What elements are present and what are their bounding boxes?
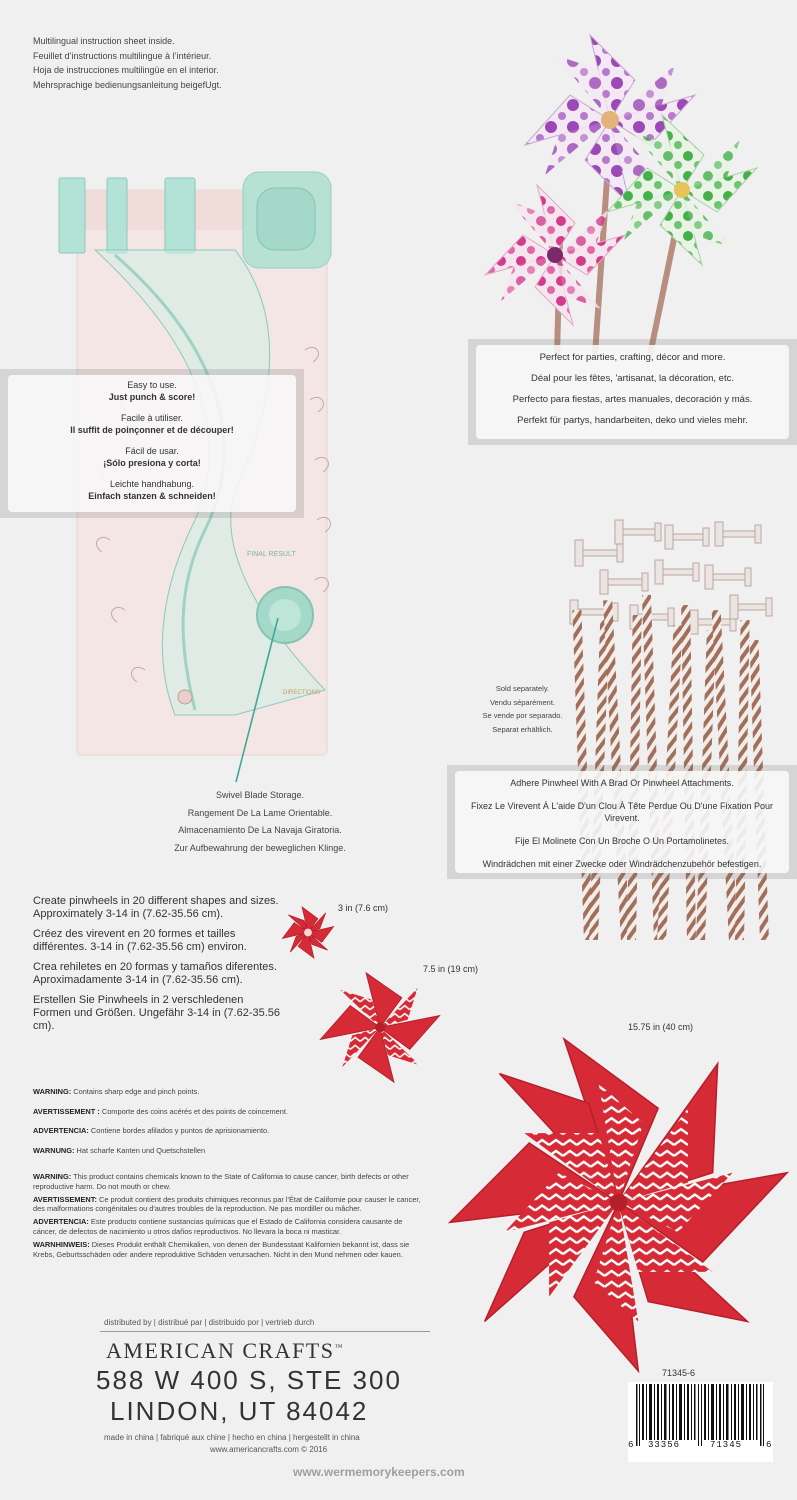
- polka-dot-pinwheels-image: [460, 25, 780, 355]
- warning-text: Hat scharfe Kanten und Quetschstellen: [76, 1145, 206, 1155]
- easy-line-bold: ¡Sólo presiona y corta!: [103, 458, 201, 468]
- easy-line-bold: Il suffit de poinçonner et de découper!: [70, 425, 234, 435]
- warnings-block: [33, 1082, 373, 1160]
- website-copyright: www.americancrafts.com © 2016: [210, 1445, 328, 1454]
- warning-label: AVERTISSEMENT:: [33, 1194, 97, 1204]
- warning-text: This product contains chemicals known to the State of California to cause cancer, birth defects or other reproductive harm. Do not mouth or chew.: [33, 1172, 409, 1191]
- blade-line: Zur Aufbewahrung der beweglichen Klinge.: [174, 842, 346, 853]
- footer-url: www.wermemorykeepers.com: [293, 1465, 465, 1479]
- barcode-bars: [628, 1382, 773, 1448]
- create-line: Erstellen Sie Pinwheels in 2 verschledenen Formen und Größen. Ungefähr 3-14 in (7.62-35.56 cm).: [33, 994, 281, 1032]
- perfect-for-band: [468, 339, 797, 445]
- easy-line: Leichte handhabung.: [109, 479, 195, 489]
- chem-warning: [33, 1217, 428, 1237]
- directions-label: DIRECTIONS: [283, 690, 321, 696]
- perfect-line: Perfecto para fiestas, artes manuales, decoración y más.: [512, 394, 753, 405]
- create-pinwheels-text: [33, 895, 283, 1040]
- easy-line: Easy to use.: [127, 380, 177, 390]
- warning-text: Dieses Produkt enthält Chemikalien, von denen der Bundesstaat Kalifornien bekannt ist, dass sie Krebs, Geburtsschäden oder andere reproduktive Schäden verursachen. Nicht in den Mund nehmen oder kauen.: [33, 1239, 410, 1259]
- blade-line: Swivel Blade Storage.: [215, 790, 305, 800]
- company-text: AMERICAN CRAFTS: [106, 1338, 335, 1363]
- blade-storage-text: [170, 787, 350, 857]
- warning-line: [33, 1102, 373, 1122]
- create-line: Create pinwheels in 20 different shapes and sizes. Approximately 3-14 in (7.62-35.56 cm).: [33, 895, 279, 920]
- perfect-for-text: [478, 347, 787, 431]
- chemical-warnings-block: [33, 1172, 428, 1262]
- company-rule: [100, 1331, 430, 1332]
- note-line: Feuillet d’instructions multilingue à l’intérieur.: [33, 50, 212, 61]
- adhere-line: Fixez Le Virevent À L'aide D'un Clou À Tête Perdue Ou D'une Fixation Pour Virevent.: [471, 801, 773, 823]
- easy-line-bold: Just punch & score!: [108, 392, 196, 402]
- size-label-small: 3 in (7.6 cm): [338, 903, 389, 913]
- easy-line: Facile à utiliser.: [120, 413, 184, 423]
- barcode-group1: 33356: [648, 1440, 681, 1450]
- warning-line: [33, 1082, 373, 1102]
- adhere-line: Adhere Pinwheel With A Brad Or Pinwheel Attachments.: [510, 778, 734, 788]
- create-line: Crea rehiletes en 20 formas y tamaños diferentes. Aproximadamente 3-14 in (7.62-35.56 cm).: [33, 961, 277, 986]
- size-label-medium: 7.5 in (19 cm): [423, 964, 479, 974]
- made-in: made in china | fabriqué aux chine | hecho en china | hergestellt in china: [104, 1433, 360, 1442]
- product-code: 71345-6: [662, 1368, 696, 1378]
- chem-warning: [33, 1240, 428, 1260]
- warning-label: WARNING:: [33, 1172, 72, 1181]
- distributed-by: distributed by | distribué par | distribuido por | vertrieb durch: [104, 1318, 315, 1327]
- warning-label: AVERTISSEMENT :: [33, 1106, 100, 1116]
- barcode-right: 6: [766, 1440, 772, 1450]
- warning-label: WARNING:: [33, 1087, 72, 1096]
- instruction-note: [33, 34, 323, 92]
- adhere-band: [447, 765, 797, 879]
- warning-text: Comporte des coins acérés et des points de coincement.: [101, 1106, 288, 1116]
- barcode: [628, 1382, 773, 1462]
- warning-text: Ce produit contient des produits chimiques reconnus par l'État de Californie pour causer le cancer, des malformations congénitales ou d'autres troubles de la reproduction. Ne pas mordiller ou mâcher.: [33, 1194, 421, 1214]
- note-line: Hoja de instrucciones multilingüe en el interior.: [33, 65, 219, 76]
- warning-text: Este producto contiene sustancias químicas que el Estado de California considera causante de cáncer, de defectos de nacimiento u otros daños reproductivos. No llevara la boca ni masticar.: [33, 1217, 403, 1236]
- address-line-1: 588 W 400 S, STE 300: [96, 1365, 402, 1395]
- warning-line: [33, 1121, 373, 1141]
- easy-to-use-band: [0, 369, 304, 518]
- easy-line: Fácil de usar.: [125, 446, 179, 456]
- note-line: Mehrsprachige bedienungsanleitung beigefUgt.: [33, 79, 222, 90]
- medium-red-pinwheel: [315, 970, 445, 1085]
- chem-warning: [33, 1195, 428, 1215]
- note-line: Multilingual instruction sheet inside.: [33, 36, 175, 46]
- warning-label: WARNUNG:: [33, 1145, 75, 1155]
- perfect-line: Perfekt für partys, handarbeiten, deko und vieles mehr.: [517, 415, 748, 426]
- blade-line: Almacenamiento De La Navaja Giratoria.: [178, 825, 342, 835]
- blade-line: Rangement De La Lame Orientable.: [187, 807, 333, 818]
- warning-text: Contiene bordes afilados y puntos de aprisionamiento.: [90, 1126, 270, 1135]
- large-red-pinwheel: [440, 1025, 797, 1380]
- sold-separately-text: [470, 682, 575, 736]
- sold-line: Se vende por separado.: [482, 711, 563, 720]
- adhere-line: Fije El Molinete Con Un Broche O Un Portamolinetes.: [514, 836, 730, 846]
- warning-label: ADVERTENCIA:: [33, 1217, 89, 1227]
- adhere-line: Windrädchen mit einer Zwecke oder Windrädchenzubehör befestigen.: [482, 859, 762, 869]
- small-red-pinwheel: [278, 905, 338, 960]
- sold-line: Vendu séparément.: [489, 697, 556, 707]
- barcode-left: 6: [628, 1440, 634, 1450]
- warning-line: [33, 1141, 373, 1161]
- warning-label: WARNHINWEIS:: [33, 1239, 90, 1249]
- company-name: [106, 1338, 344, 1364]
- warning-text: Contains sharp edge and pinch points.: [73, 1087, 200, 1096]
- final-result-label: FINAL RESULT: [247, 551, 296, 558]
- chem-warning: [33, 1172, 428, 1192]
- size-label-large: 15.75 in (40 cm): [628, 1022, 694, 1032]
- pointer-line: [230, 610, 290, 785]
- perfect-line: Déal pour les fêtes, 'artisanat, la décoration, etc.: [530, 373, 734, 384]
- easy-to-use-text: [20, 379, 284, 511]
- easy-line-bold: Einfach stanzen & schneiden!: [88, 491, 216, 501]
- adhere-text: [469, 777, 775, 881]
- perfect-line: Perfect for parties, crafting, décor and more.: [539, 352, 726, 363]
- trademark: ™: [334, 1342, 344, 1352]
- create-line: Créez des virevent en 20 formes et tailles différentes. 3-14 in (7.62-35.56 cm) environ.: [33, 928, 247, 953]
- barcode-group2: 71345: [710, 1440, 743, 1450]
- address-line-2: LINDON, UT 84042: [110, 1396, 369, 1426]
- sold-line: Sold separately.: [495, 684, 550, 693]
- warning-label: ADVERTENCIA:: [33, 1126, 89, 1135]
- sold-line: Separat erhältlich.: [492, 724, 553, 734]
